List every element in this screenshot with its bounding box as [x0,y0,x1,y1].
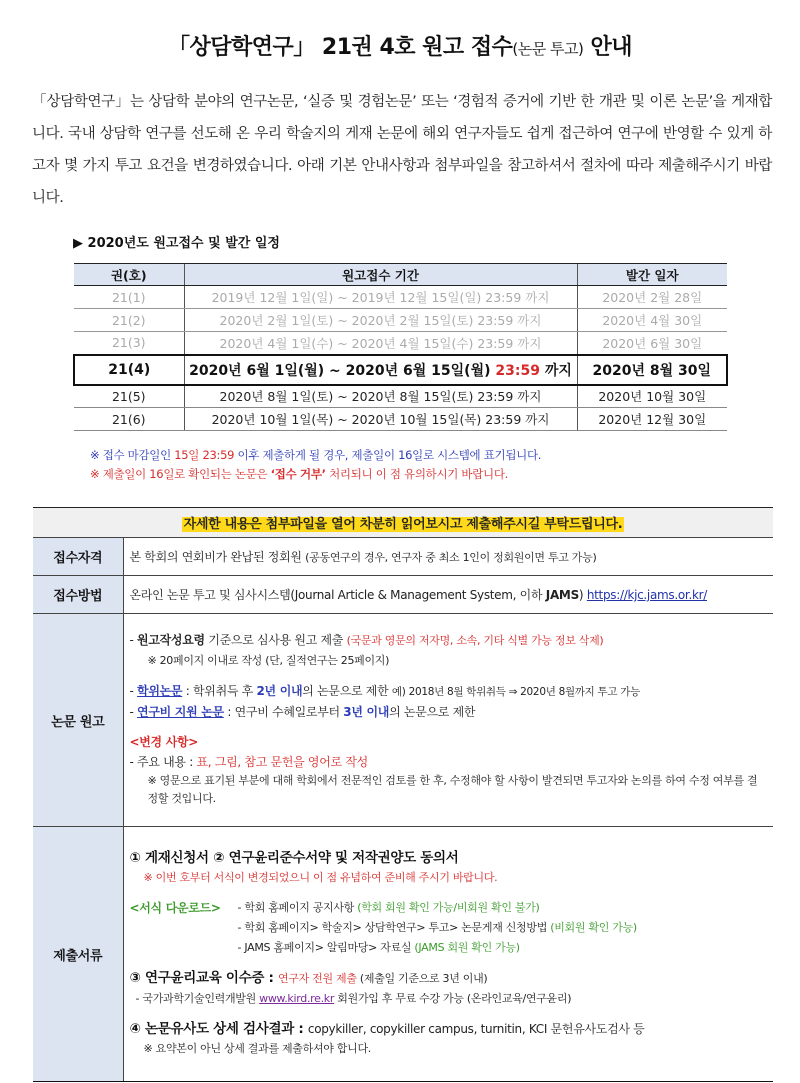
note-rejection: ※ 제출일이 16일로 확인되는 논문은 ‘접수 거부’ 처리되니 이 점 유의하시기 바랍니다. [90,467,509,481]
documents-label: 제출서류 [33,827,123,1082]
schedule-table [73,263,728,431]
intro-paragraph: 「상담학연구」는 상담학 분야의 연구논문, ‘실증 및 경험논문’ 또는 ‘경험적 증거에 기반 한 개관 및 이론 논문’을 게재합니다. 국내 상담학 연구를 선도해 온 우리 학술지의 게재 논문에 해외 연구자들도 쉽게 접근하여 연구에 반영할 수 있게 하고자 몇 가지 투고 요건을 변경하였습니다. 아래 기본 안내사항과 첨부파일을 참고하셔서 절차에 따라 제출해주시기 바랍니다. [32,94,772,206]
table-row-current: 21(4) 2020년 6월 1일(월) ~ 2020년 6월 15일(월) 23:59 까지 2020년 8월 30일 [74,355,727,385]
table-row: 21(2) 2020년 2월 1일(토) ~ 2020년 2월 15일(토) 23:59 까지 2020년 4월 30일 [74,309,727,332]
page-title: 「상담학연구」 21권 4호 원고 접수(논문 투고) 안내 [168,35,632,60]
col-period: 원고접수 기간 [184,264,577,286]
kird-link[interactable]: www.kird.re.kr [259,991,335,1005]
jams-link[interactable]: https://kjc.jams.or.kr/ [586,588,707,602]
note-deadline: ※ 접수 마감일인 15일 23:59 이후 제출하게 될 경우, 제출일이 16일로 시스템에 표기됩니다. [90,448,542,462]
schedule-header-row [74,264,727,286]
manuscript-row: 논문 원고 - 원고작성요령 기준으로 심사용 원고 제출 (국문과 영문의 저자명, 소속, 기타 식별 가능 정보 삭제) ※ 20페이지 이내로 작성 (단, 질적연구는 25페이지) - 학위논문 : 학위취득 후 2년 이내의 논문으로 제한 예) 2018년 8월 학위취득 ⇒ 2020년 8월까지 투고 가능 - 연구비 지원 논문 : 연구비 수혜일로부터 3년 이내의 논문으로 제한 <변경 사항> - 주요 내용 : 표, 그림, 참고 문헌을 영어로 작성 ※ 영문으로 표기된 부분에 대해 학회에서 전문적인 검토를 한 후, 수정해야 할 사항이 발견되면 투고자와 논의를 하여 수정 여부를 결정할 것입니다. [33,614,773,827]
download-item: - JAMS 홈페이지> 알림마당> 자료실 (JAMS 회원 확인 가능) [237,940,520,954]
schedule-notes [90,446,541,484]
download-item: - 학회 홈페이지> 학술지> 상담학연구> 투고> 논문게재 신청방법 (비회원 확인 가능) [237,920,637,934]
eligibility-row: 접수자격 본 학회의 연회비가 완납된 정회원 (공동연구의 경우, 연구자 중 최소 1인이 정회원이면 투고 가능) [33,538,773,576]
banner-row [33,508,773,538]
table-row: 21(3) 2020년 4월 1일(수) ~ 2020년 4월 15일(수) 23:59 까지 2020년 6월 30일 [74,332,727,355]
eligibility-label: 접수자격 [33,538,123,576]
download-item: - 학회 홈페이지 공지사항 (학회 회원 확인 가능/비회원 확인 불가) [237,900,540,914]
download-label: <서식 다운로드> [129,900,221,915]
banner-text: 자세한 내용은 첨부파일을 열어 차분히 읽어보시고 제출해주시길 부탁드립니다. [183,517,623,532]
download-list [130,898,768,958]
change-title: <변경 사항> [129,735,199,749]
col-issue: 권(호) [74,264,184,286]
table-row: 21(6) 2020년 10월 1일(목) ~ 2020년 10월 15일(목) 23:59 까지 2020년 12월 30일 [74,408,727,431]
manuscript-label: 논문 원고 [33,614,123,827]
col-pubdate: 발간 일자 [577,264,727,286]
method-row: 접수방법 온라인 논문 투고 및 심사시스템(Journal Article & Management System, 이하 JAMS) https://kjc.jams.or.kr/ [33,576,773,614]
method-label: 접수방법 [33,576,123,614]
schedule-title: ▶ 2020년도 원고접수 및 발간 일정 [73,236,280,251]
deadline-time: 23:59 [495,362,540,379]
documents-row: 제출서류 ① 게재신청서 ② 연구윤리준수서약 및 저작권양도 동의서 ※ 이번 호부터 서식이 변경되었으니 이 점 유념하여 준비해 주시기 바랍니다. <서식 다운로드> - 학회 홈페이지 공지사항 (학회 회원 확인 가능/비회원 확인 불가) - 학회 홈페이지> 학술지> 상담학연구> 투고> 논문게재 신청방법 (비회원 확인 가능) - JAMS 홈페이지> 알림마당> 자료실 (JAMS 회원 확인 가능) ③ 연구윤리교육 이수증 : 연구자 전원 제출 (제출일 기준으로 3년 이내) - 국가과학기술인력개발원 www.kird.re.kr 회원가입 후 무료 수강 가능 (온라인교육/연구윤리) ④ 논문유사도 상세 검사결과 : copykiller, copykiller campus, turnitin, KCI 문헌유사도검사 등 ※ 요약본이 아닌 상세 결과를 제출하셔야 합니다. [33,827,773,1082]
table-row: 21(1) 2019년 12월 1일(일) ~ 2019년 12월 15일(일) 23:59 까지 2020년 2월 28일 [74,286,727,309]
info-table [33,507,773,1082]
table-row: 21(5) 2020년 8월 1일(토) ~ 2020년 8월 15일(토) 23:59 까지 2020년 10월 30일 [74,385,727,408]
